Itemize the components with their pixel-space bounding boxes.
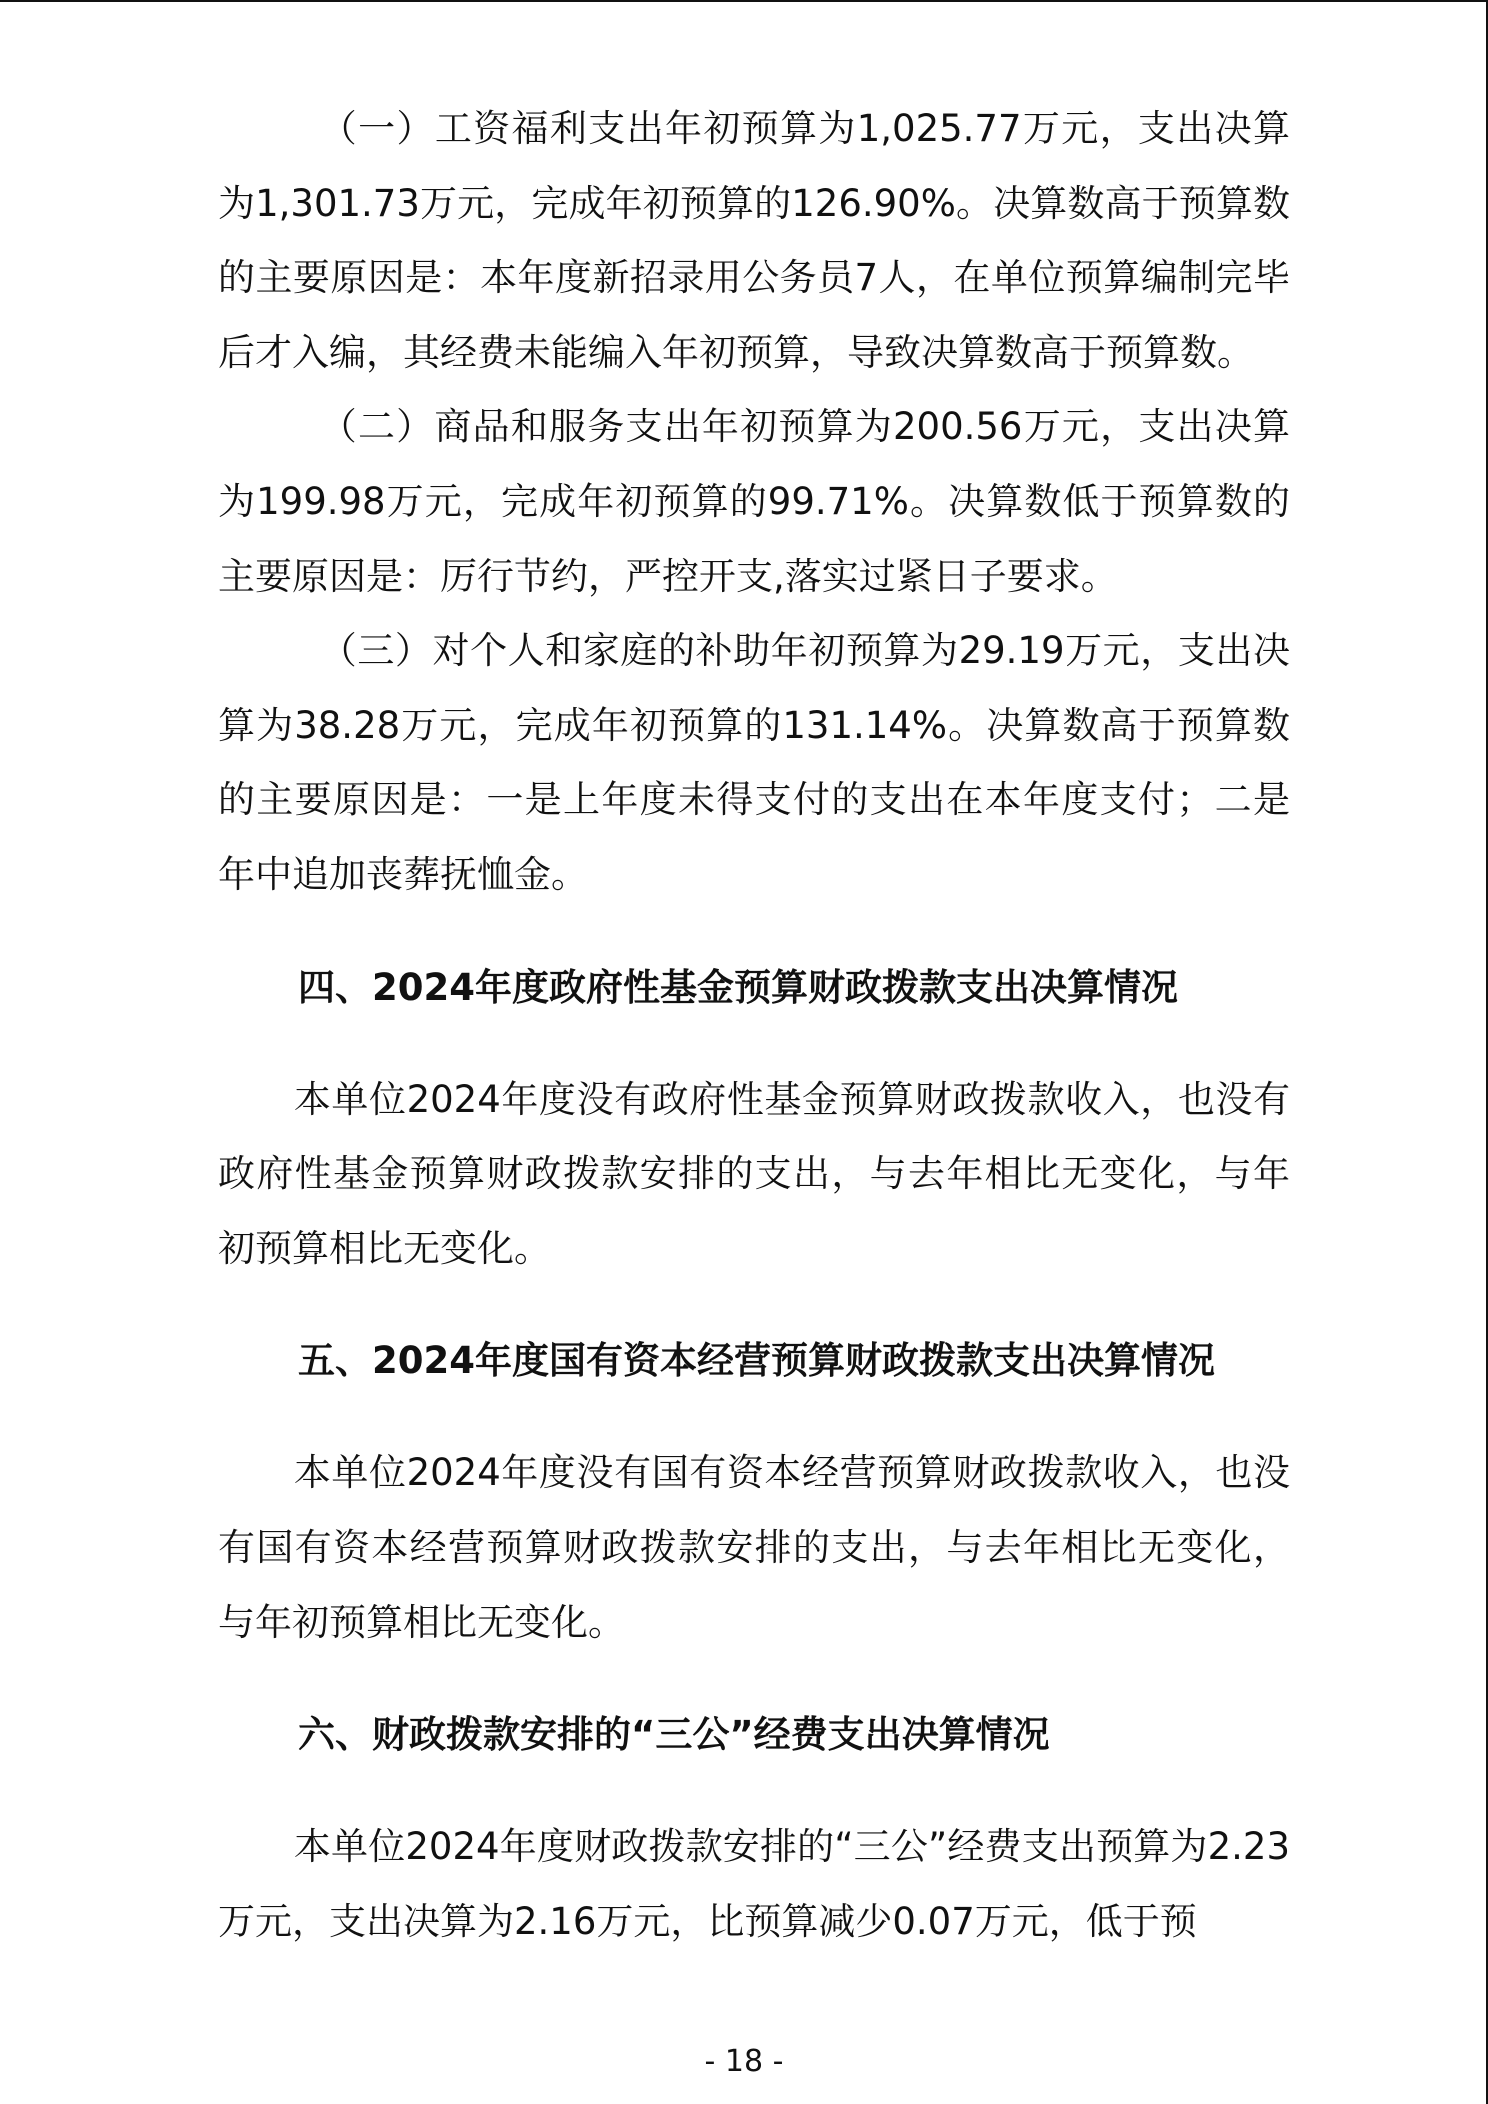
page-number: - 18 - bbox=[704, 2044, 784, 2079]
spacer bbox=[218, 1025, 1290, 1063]
paragraph-government-fund: 本单位2024年度没有政府性基金预算财政拨款收入，也没有政府性基金预算财政拨款安排的支出，与去年相比无变化，与年初预算相比无变化。 bbox=[218, 1077, 1290, 1270]
section-heading-government-fund: 四、2024年度政府性基金预算财政拨款支出决算情况 bbox=[298, 965, 1178, 1009]
section-heading-state-capital: 五、2024年度国有资本经营预算财政拨款支出决算情况 bbox=[298, 1339, 1215, 1383]
paragraph-wage-welfare: （一）工资福利支出年初预算为1,025.77万元，支出决算为1,301.73万元，完成年初预算的126.90%。决算数高于预算数的主要原因是：本年度新招录用公务员7人，在单位预算编制完毕后才入编，其经费未能编入年初预算，导致决算数高于预算数。 bbox=[218, 107, 1290, 374]
spacer bbox=[218, 1286, 1290, 1324]
paragraph-personal-family-subsidy: （三）对个人和家庭的补助年初预算为29.19万元，支出决算为38.28万元，完成年初预算的131.14%。决算数高于预算数的主要原因是：一是上年度未得支付的支出在本年度支付；二是年中追加丧葬抚恤金。 bbox=[218, 629, 1290, 896]
spacer bbox=[218, 1398, 1290, 1436]
spacer bbox=[218, 1772, 1290, 1810]
document-body bbox=[218, 92, 1290, 1959]
paragraph-goods-services: （二）商品和服务支出年初预算为200.56万元，支出决算为199.98万元，完成年初预算的99.71%。决算数低于预算数的主要原因是：厉行节约，严控开支,落实过紧日子要求。 bbox=[218, 405, 1290, 598]
paragraph-state-capital: 本单位2024年度没有国有资本经营预算财政拨款收入，也没有国有资本经营预算财政拨款安排的支出，与去年相比无变化，与年初预算相比无变化。 bbox=[218, 1451, 1290, 1644]
section-heading-three-public-expenses: 六、财政拨款安排的“三公”经费支出决算情况 bbox=[298, 1713, 1050, 1757]
spacer bbox=[218, 913, 1290, 951]
spacer bbox=[218, 1660, 1290, 1698]
paragraph-three-public-expenses: 本单位2024年度财政拨款安排的“三公”经费支出预算为2.23万元，支出决算为2.16万元，比预算减少0.07万元，低于预 bbox=[218, 1825, 1290, 1943]
